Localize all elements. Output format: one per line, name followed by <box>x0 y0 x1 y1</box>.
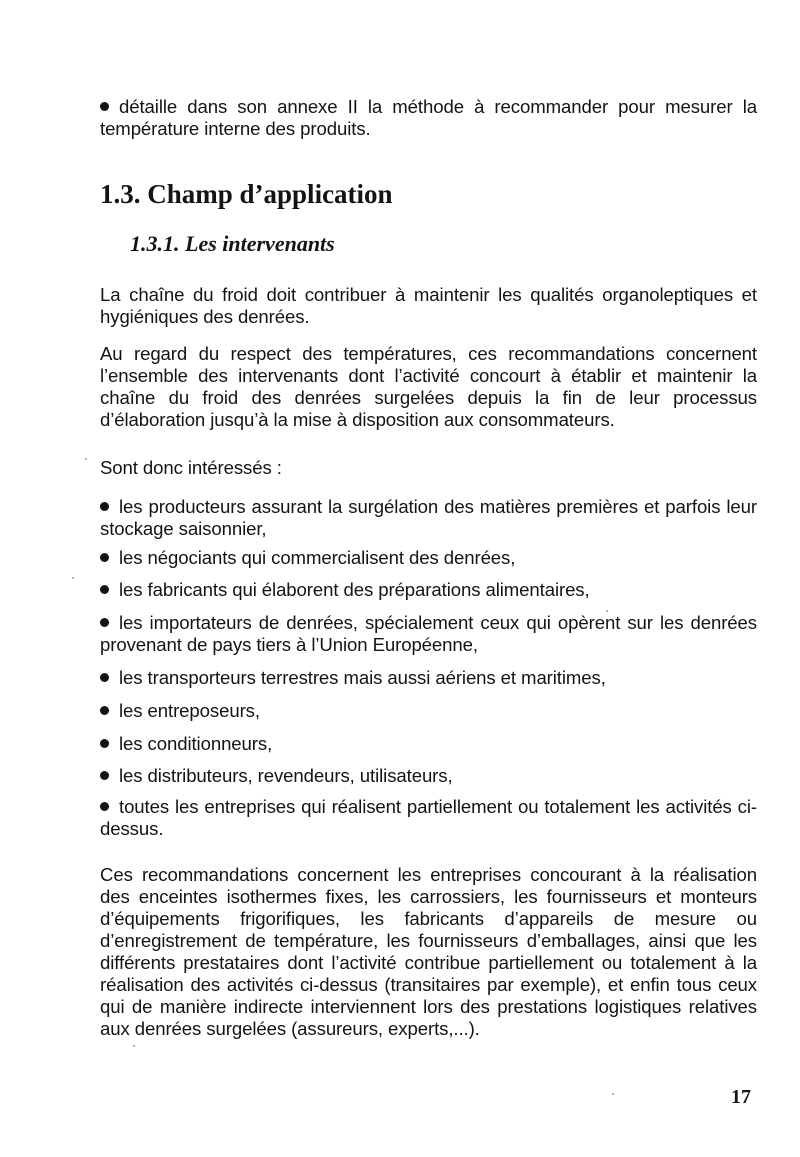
list-item: les conditionneurs, <box>100 733 757 755</box>
scan-speck <box>85 458 87 460</box>
paragraph-2: Au regard du respect des températures, ces recommandations concernent l’ensemble des intervenants dont l’activité concourt à établir et maintenir la chaîne du froid des denrées surgelées depuis la fin de leur processus d’élaboration jusqu’à la mise à disposition aux consommateurs. <box>100 343 757 430</box>
bullet-icon <box>100 618 109 627</box>
list-item: les importateurs de denrées, spécialement ceux qui opèrent sur les denrées provenant de pays tiers à l’Union Européenne, <box>100 612 757 655</box>
list-item: les producteurs assurant la surgélation des matières premières et parfois leur stockage saisonnier, <box>100 496 757 539</box>
list-item: les négociants qui commercialisent des denrées, <box>100 547 757 569</box>
bullet-icon <box>100 739 109 748</box>
scan-speck <box>133 1045 135 1047</box>
bullet-icon <box>100 585 109 594</box>
intro-bullet-item <box>100 96 757 140</box>
paragraph-1: La chaîne du froid doit contribuer à maintenir les qualités organoleptiques et hygiéniques des denrées. <box>100 284 757 327</box>
paragraph-3: Ces recommandations concernent les entreprises concourant à la réalisation des enceintes isothermes fixes, les carrossiers, les fournisseurs et monteurs d’équipements frigorifiques, les fabricants d’appareils de mesure ou d’enregistrement de température, les fournisseurs d’emballages, ainsi que les différents prestataires dont l’activité contribue partiellement ou totalement à la réalisation des activités ci-dessus (transitaires par exemple), et enfin tous ceux qui de manière indirecte interviennent lors des prestations logistiques relatives aux denrées surgelées (assureurs, experts,...). <box>100 864 757 1039</box>
page-number: 17 <box>731 1086 751 1108</box>
list-item: les fabricants qui élaborent des préparations alimentaires, <box>100 579 757 601</box>
intro-bullet-text: détaille dans son annexe II la méthode à recommander pour mesurer la température interne des produits. <box>100 96 757 139</box>
subsection-heading: 1.3.1. Les intervenants <box>130 231 335 256</box>
bullet-icon <box>100 802 109 811</box>
scan-speck <box>612 1093 614 1095</box>
bullet-icon <box>100 553 109 562</box>
list-intro: Sont donc intéressés : <box>100 457 282 478</box>
section-heading: 1.3. Champ d’application <box>100 179 393 209</box>
list-item: les distributeurs, revendeurs, utilisateurs, <box>100 765 757 787</box>
list-item: les transporteurs terrestres mais aussi aériens et maritimes, <box>100 667 757 689</box>
bullet-icon <box>100 502 109 511</box>
list-item: les entreposeurs, <box>100 700 757 722</box>
bullet-icon <box>100 771 109 780</box>
bullet-icon <box>100 706 109 715</box>
bullet-icon <box>100 102 109 111</box>
scan-speck <box>606 610 608 612</box>
scan-speck <box>72 577 74 579</box>
list-item: toutes les entreprises qui réalisent partiellement ou totalement les activités ci-dessus. <box>100 796 757 839</box>
bullet-icon <box>100 673 109 682</box>
